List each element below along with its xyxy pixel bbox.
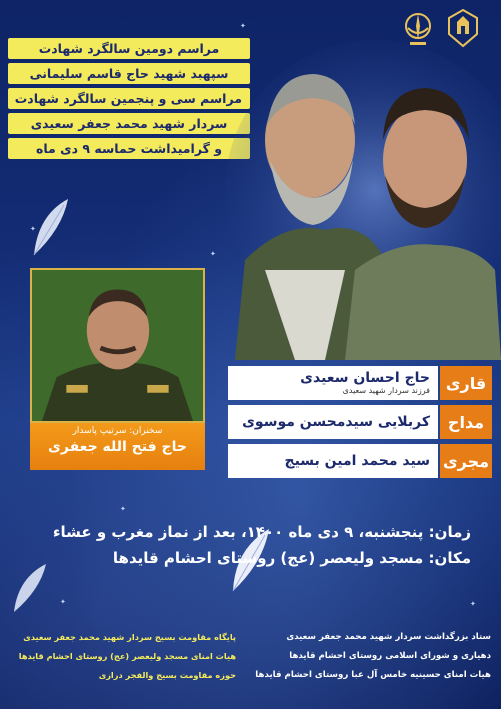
role-row-host — [228, 444, 492, 478]
star-icon: ✦ — [120, 505, 126, 513]
role-row-reciter — [228, 366, 492, 400]
organizers-left — [8, 628, 236, 685]
role-label: مداح — [440, 405, 492, 439]
organizer-line: پایگاه مقاومت بسیج سردار شهید محمد جعفر سعیدی — [23, 632, 236, 642]
title-line-3: مراسم سی و پنجمین سالگرد شهادت — [8, 88, 250, 109]
star-icon: ✦ — [470, 600, 476, 608]
organizer-line: حوزه مقاومت بسیج والفجر درازی — [98, 670, 236, 680]
feather-icon — [10, 560, 50, 615]
speaker-role: سخنران: سرتیپ پاسدار — [72, 426, 163, 436]
role-person-note: فرزند سردار شهید سعیدی — [342, 385, 430, 395]
role-person-name: حاج احسان سعیدی — [300, 369, 430, 386]
title-line-2: سپهبد شهید حاج قاسم سلیمانی — [8, 63, 250, 84]
role-row-eulogist — [228, 405, 492, 439]
event-place: مکان: مسجد ولیعصر (عج) روستای احشام قایدها — [112, 549, 471, 567]
feather-icon — [28, 195, 76, 260]
speaker-card — [30, 268, 205, 470]
role-person-name: کربلایی سیدمحسن موسوی — [242, 413, 430, 430]
program-roles — [228, 366, 492, 483]
organizer-line: دهیاری و شورای اسلامی روستای احشام قایدها — [289, 651, 491, 661]
title-line-4: سردار شهید محمد جعفر سعیدی — [8, 113, 250, 134]
title-line-5: و گرامیداشت حماسه ۹ دی ماه — [8, 138, 250, 159]
title-block — [8, 38, 250, 163]
speaker-name: حاج فتح الله جعفری — [48, 439, 187, 455]
role-value — [228, 444, 438, 478]
role-value — [228, 366, 438, 400]
role-person-name: سید محمد امین بسیج — [284, 452, 430, 469]
event-time: زمان: پنجشنبه، ۹ دی ماه ۱۴۰۰، بعد از نماز مغرب و عشاء — [52, 523, 471, 541]
organizer-line: ستاد بزرگداشت سردار شهید محمد جعفر سعیدی — [286, 632, 491, 642]
star-icon: ✦ — [240, 22, 246, 30]
martyr-portraits — [225, 30, 501, 360]
organizer-line: هیات امنای حسینیه خامس آل عبا روستای احشام قایدها — [255, 670, 491, 680]
speaker-info — [30, 423, 205, 470]
role-value — [228, 405, 438, 439]
star-icon: ✦ — [60, 598, 66, 606]
title-line-1: مراسم دومین سالگرد شهادت — [8, 38, 250, 59]
star-icon: ✦ — [210, 250, 216, 258]
role-label: قاری — [440, 366, 492, 400]
organizer-line: هیات امنای مسجد ولیعصر (عج) روستای احشام قایدها — [18, 651, 236, 661]
speaker-photo — [30, 268, 205, 423]
role-label: مجری — [440, 444, 492, 478]
organizers-right — [251, 628, 491, 685]
star-icon: ✦ — [30, 225, 36, 233]
